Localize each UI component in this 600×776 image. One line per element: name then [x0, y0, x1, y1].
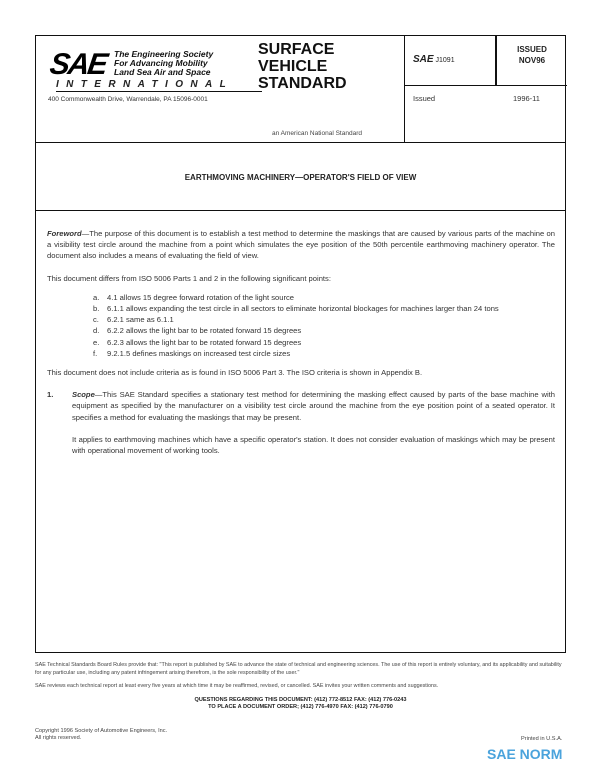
list-text: 6.2.2 allows the light bar to be rotated forward 15 degrees — [107, 326, 302, 336]
watermark-text: SAE NORM — [487, 746, 563, 762]
list-text: 4.1 allows 15 degree forward rotation of the light source — [107, 292, 294, 302]
document-title: EARTHMOVING MACHINERY—OPERATOR'S FIELD OF VIEW — [36, 143, 565, 211]
differs-paragraph: This document differs from ISO 5006 Parts 1 and 2 in the following significant points: — [47, 273, 331, 283]
doc-type-line: STANDARD — [258, 75, 347, 92]
list-item — [93, 303, 555, 314]
list-marker: c. — [93, 315, 99, 325]
ans-label: an American National Standard — [272, 130, 362, 137]
list-text: 6.2.3 allows the light bar to be rotated forward 15 degrees — [107, 337, 302, 347]
doc-info-cell — [404, 36, 567, 143]
printed-in: Printed in U.S.A. — [521, 736, 563, 742]
list-marker: e. — [93, 337, 100, 347]
list-marker: b. — [93, 304, 100, 314]
tagline-line: The Engineering Society — [114, 49, 214, 59]
scope-paragraph-2: It applies to earthmoving machines which have a specific operator's station. It does not consider evaluation of maskings which may be present with operational movement of working tools. — [72, 434, 555, 456]
list-item — [93, 314, 555, 325]
document-body — [47, 228, 555, 467]
list-item — [93, 337, 555, 348]
doc-type-line: VEHICLE — [258, 58, 328, 75]
doc-number-text: J1091 — [435, 57, 455, 64]
sae-logo-mark: SAE — [47, 48, 109, 81]
list-marker: a. — [93, 292, 100, 302]
list-text: 6.2.1 same as 6.1.1 — [107, 315, 174, 325]
list-text: 9.2.1.5 defines maskings on increased test circle sizes — [107, 348, 291, 358]
footer-order: TO PLACE A DOCUMENT ORDER; (412) 776-4970 FAX: (412) 776-0790 — [208, 704, 393, 710]
sae-small-logo: SAE — [413, 54, 434, 65]
copyright-text: Copyright 1996 Society of Automotive Engineers, Inc. — [35, 728, 168, 734]
address: 400 Commonwealth Drive, Warrendale, PA 15096-0001 — [48, 96, 208, 103]
tagline-line: Land Sea Air and Space — [114, 67, 211, 77]
list-item — [93, 348, 555, 359]
rights-text: All rights reserved. — [35, 735, 82, 741]
foreword — [47, 228, 555, 262]
differences-list — [93, 292, 555, 359]
logo-tagline — [114, 50, 264, 77]
foreword-label: Foreword — [47, 229, 82, 238]
footer-questions: QUESTIONS REGARDING THIS DOCUMENT: (412) 772-8512 FAX: (412) 776-0243 — [194, 696, 407, 703]
document-type — [258, 41, 347, 92]
list-marker: d. — [93, 326, 100, 336]
doc-type-line: SURFACE — [258, 41, 335, 58]
document-header — [36, 36, 565, 143]
list-text: 6.1.1 allows expanding the test circle in all sectors to eliminate horizontal blockages for machines larger than 24 tons — [107, 304, 499, 314]
doc-number — [413, 54, 455, 65]
document-frame — [35, 35, 566, 653]
list-item — [93, 292, 555, 303]
section-scope — [47, 389, 555, 467]
list-marker: f. — [93, 348, 98, 358]
scope-label: Scope — [72, 390, 95, 400]
issued-date-top: NOV96 — [518, 56, 546, 65]
list-item — [93, 325, 555, 336]
footer-rules: SAE Technical Standards Board Rules provide that: "This report is published by SAE to advance the state of technical and engineering sciences. The use of this report is entirely voluntary, and its applicability and suitability for any particular use, including any patent infringement arising therefrom, is the sole responsibility of the user." — [35, 662, 562, 676]
tagline-line: For Advancing Mobility — [114, 58, 208, 68]
issued-label: Issued — [413, 94, 436, 103]
footer-review: SAE reviews each technical report at least every five years at which time it may be reaffirmed, revised, or cancelled. SAE invites your written comments and suggestions. — [35, 683, 439, 689]
scope-text: —This SAE Standard specifies a stationary test method for determining the masking effect caused by parts of the base machine with equipment as specified by the manufacturer on a visibility test circle around the machine from the eye position point of a seated operator. It specifies a method for evaluating the maskings that may be present. — [72, 390, 555, 422]
footer — [35, 662, 566, 712]
issued-box — [497, 44, 567, 66]
foreword-text: —The purpose of this document is to establish a test method to determine the maskings that are caused by various parts of the machine on a visibility test circle around the machine from a point which simulates the eye position of the 50th percentile earthmoving machinery operator. The document also includes a means of evaluating the field of view. — [47, 229, 555, 261]
section-number: 1. — [47, 390, 54, 400]
criteria-paragraph: This document does not include criteria as is found in ISO 5006 Part 3. The ISO criteria is shown in Appendix B. — [47, 368, 423, 378]
issued-date: 1996-11 — [513, 94, 540, 103]
logo-international: INTERNATIONAL — [56, 79, 262, 92]
watermark-logo — [483, 744, 562, 764]
issued-label-top: ISSUED — [517, 45, 547, 54]
copyright — [35, 728, 167, 742]
